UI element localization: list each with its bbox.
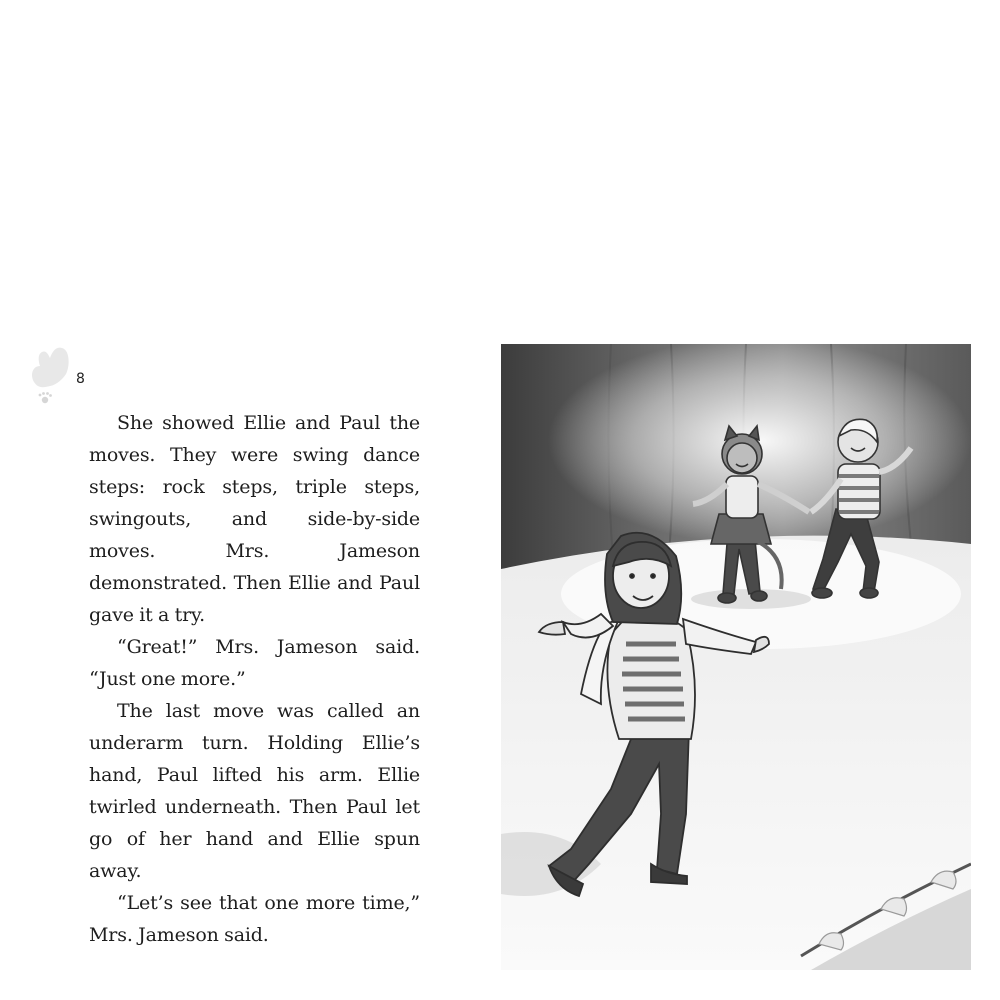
paragraph: She showed Ellie and Paul the moves. They were swing dance steps: rock steps, triple steps, swingouts, and side-by-side moves. Mrs. Jameson demonstrated. Then Ellie and Paul gave it a try.	[89, 412, 420, 626]
story-text	[89, 407, 420, 951]
page-number: 8	[76, 371, 85, 387]
stage-dance-illustration	[501, 344, 971, 970]
paragraph: The last move was called an underarm turn. Holding Ellie’s hand, Paul lifted his arm. Ellie twirled underneath. Then Paul let go of her hand and Ellie spun away.	[89, 700, 420, 882]
paragraph: “Great!” Mrs. Jameson said. “Just one more.”	[89, 636, 420, 690]
heart-paw-icon	[28, 344, 98, 408]
paragraph: “Let’s see that one more time,” Mrs. Jameson said.	[89, 892, 420, 946]
